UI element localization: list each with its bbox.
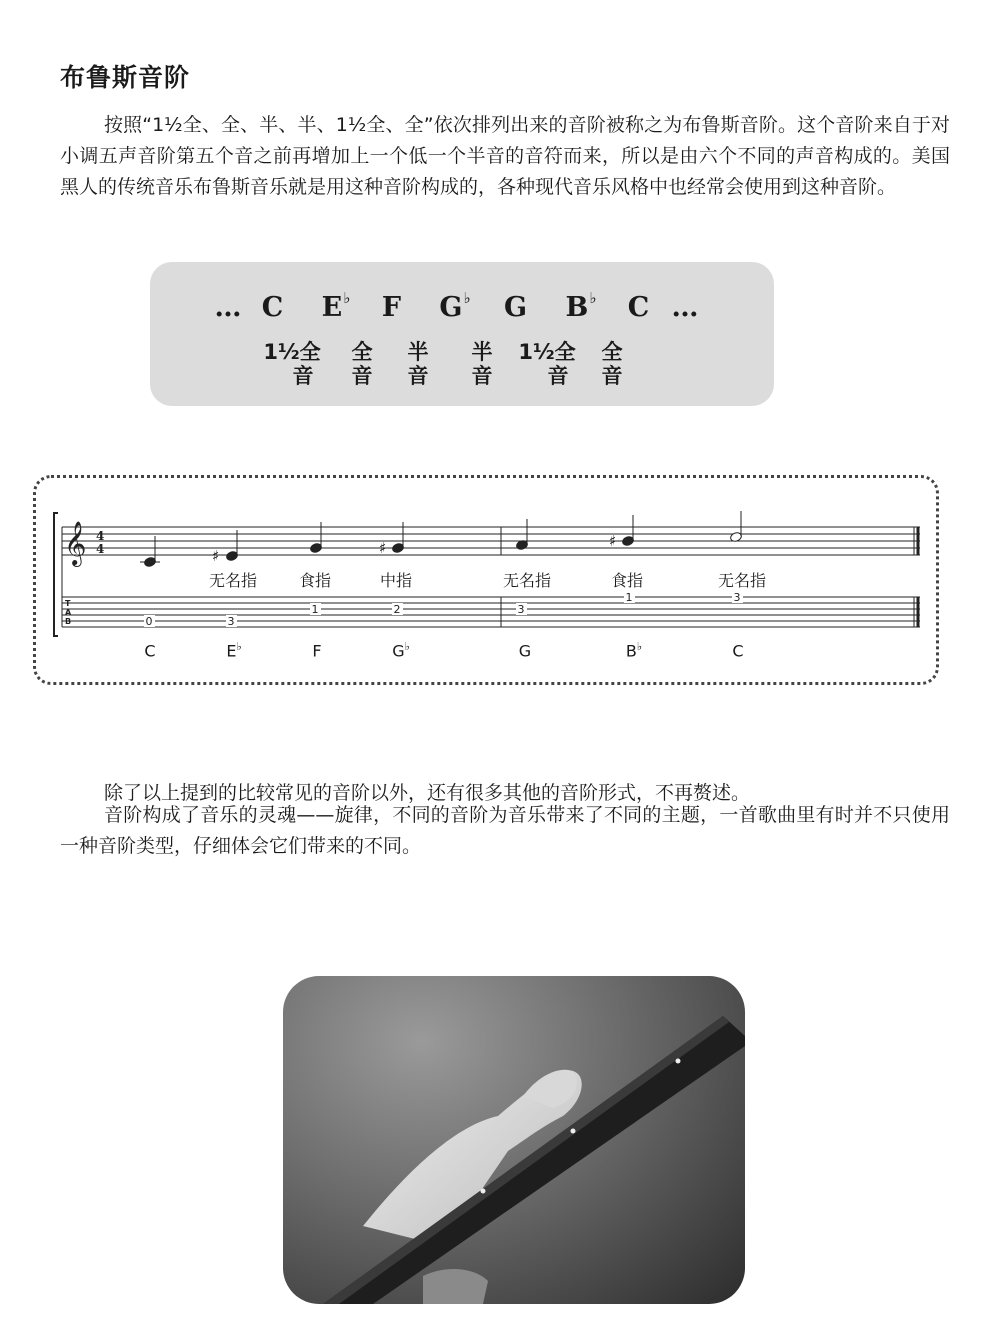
intro-paragraph: 按照“1½全、全、半、半、1½全、全”依次排列出来的音阶被称之为布鲁斯音阶。这个音阶来自于对小调五声音阶第五个音之前再增加上一个低一个半音的音符而来，所以是由六个不同的声音构成的。美国黑人的传统音乐布鲁斯音乐就是用这种音阶构成的，各种现代音乐风格中也经常会使用到这种音阶。 [60,114,950,198]
tab-number: 2 [393,603,401,616]
interval-label: 1½全 音 [518,340,576,388]
note-name: G♭ [392,640,410,661]
interval-label: 半 音 [471,340,493,388]
scale-note: F [381,292,402,323]
tab-number: 3 [733,591,741,604]
note-name: G [518,641,532,661]
treble-clef-icon: 𝄞 [64,521,87,565]
other-scales-paragraph: 除了以上提到的比较常见的音阶以外，还有很多其他的音阶形式，不再赘述。 [104,782,751,804]
lower-finger [423,1269,488,1304]
note-name: C [144,641,156,661]
sharp-icon: ♯ [379,539,387,557]
tab-letter: A [65,608,72,617]
finger-label: 食指 [298,571,332,590]
tab-number: 3 [517,603,525,616]
interval-label: 1½全 音 [263,340,321,388]
photo-illustration [283,976,745,1304]
tab-number: 1 [625,591,633,604]
sharp-icon: ♯ [609,532,617,550]
guitar-fretboard-hand-photo [283,976,745,1304]
note-name: F [312,641,322,661]
tab-letter: B [65,617,72,626]
system-bracket [54,513,58,636]
time-signature-bottom: 4 [96,542,105,556]
finger-label: 无名指 [502,571,552,590]
neck-edge [323,1016,729,1304]
tab-number: 3 [227,615,235,628]
sharp-icon: ♯ [212,547,220,565]
ellipsis-right: … [671,292,699,323]
scale-note: B♭ [565,289,597,323]
finger-label: 中指 [379,571,413,590]
note-name: C [732,641,744,661]
fret-dot [676,1059,681,1064]
scale-note: G♭ [439,289,471,323]
note-name: B♭ [625,640,643,661]
ellipsis-left: … [214,292,242,323]
soul-paragraph: 音阶构成了音乐的灵魂——旋律，不同的音阶为音乐带来了不同的主题，一首歌曲里有时并不只使用一种音阶类型，仔细体会它们带来的不同。 [60,804,950,857]
tab-letter: T [65,599,71,608]
interval-label: 全 音 [351,340,373,388]
finger-label: 无名指 [717,571,767,590]
finger-label: 无名指 [208,571,258,590]
note-name: E♭ [226,640,242,661]
scale-note: E♭ [321,289,351,323]
interval-label: 半 音 [407,340,429,388]
scale-note: C [261,292,284,323]
time-signature-top: 4 [96,529,105,543]
tab-number: 0 [145,615,153,628]
tab-number: 1 [311,603,319,616]
scale-note: C [627,292,650,323]
fret-dot [571,1129,576,1134]
section-heading: 布鲁斯音阶 [60,63,191,92]
interval-label: 全 音 [601,340,623,388]
finger-label: 食指 [610,571,644,590]
fret-dot [481,1189,486,1194]
scale-note: G [503,292,528,323]
